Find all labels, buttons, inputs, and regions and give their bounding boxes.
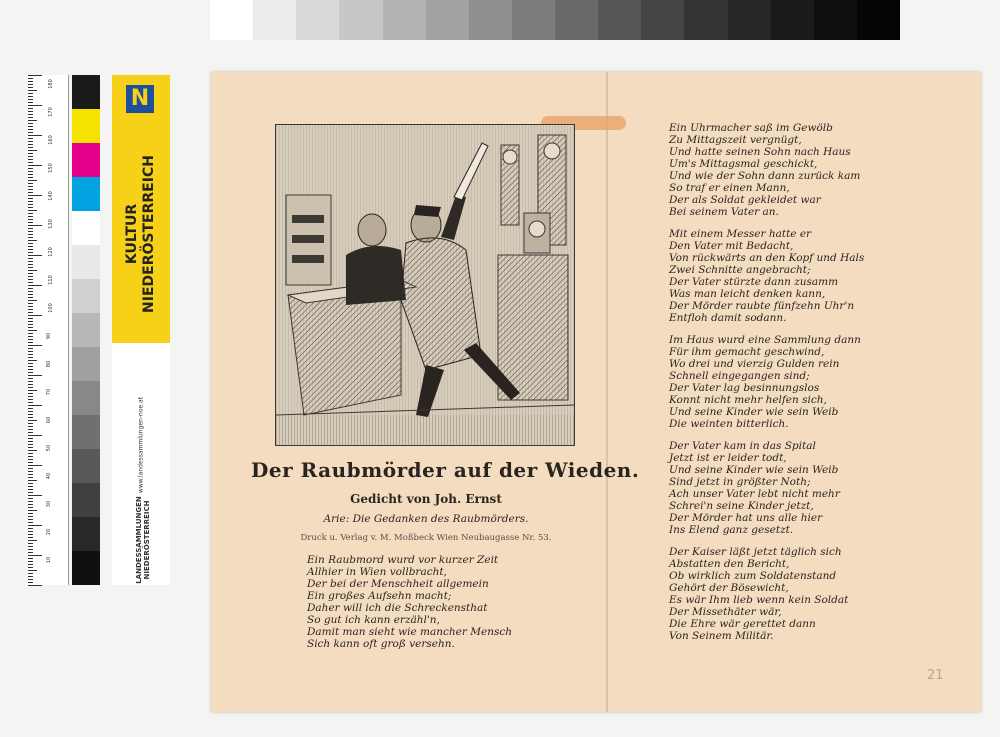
ruler-tick — [28, 534, 33, 535]
verse-line: Im Haus wurd eine Sammlung dann — [669, 334, 861, 346]
ruler-tick — [28, 471, 33, 472]
ruler-tick — [28, 408, 33, 409]
verse-line: Sind jetzt in größter Noth; — [669, 476, 811, 488]
broadside-title: Der Raubmörder auf der Wieden. — [251, 458, 640, 482]
ruler-number: 60 — [46, 416, 53, 424]
ruler-tick — [28, 345, 42, 346]
ruler-tick — [28, 210, 37, 211]
ruler-tick — [28, 306, 33, 307]
verse-stanza — [307, 554, 512, 650]
ruler-tick — [28, 159, 33, 160]
ruler-tick — [28, 516, 33, 517]
ruler-tick — [28, 75, 42, 76]
ruler-tick — [28, 387, 33, 388]
color-patch — [72, 347, 100, 381]
ruler-tick — [28, 132, 33, 133]
verse-line: Was man leicht denken kann, — [669, 288, 826, 300]
color-patch — [72, 211, 100, 245]
ruler-tick — [28, 219, 33, 220]
verse-line: Und seine Kinder wie sein Weib — [669, 464, 839, 476]
verse-line: Konnt nicht mehr helfen sich, — [669, 394, 827, 406]
ruler-tick — [28, 369, 33, 370]
ruler-tick — [28, 201, 33, 202]
ruler-tick — [28, 300, 37, 301]
verse-line: Ein Uhrmacher saß im Gewölb — [669, 122, 833, 134]
verse-line: Und hatte seinen Sohn nach Haus — [669, 146, 851, 158]
verse-line: Der Missethäter wär, — [669, 606, 782, 618]
ruler-number: 90 — [46, 332, 53, 340]
printer-line: Druck u. Verlag v. M. Moßbeck Wien Neubaugasse Nr. 53. — [300, 533, 552, 543]
collection-name-line1: LANDESSAMMLUNGEN — [135, 496, 143, 584]
ruler-tick — [28, 456, 33, 457]
verse-line: Von Seinem Militär. — [669, 630, 774, 642]
ruler-tick — [28, 420, 37, 421]
ruler-tick — [28, 363, 33, 364]
ruler-tick — [28, 315, 42, 316]
ruler-tick — [28, 222, 33, 223]
ruler-tick — [28, 231, 33, 232]
verse-line: Sich kann oft groß versehn. — [307, 638, 455, 650]
ruler-tick — [28, 126, 33, 127]
ruler-tick — [28, 528, 33, 529]
grayscale-step — [771, 0, 814, 40]
ruler-tick — [28, 114, 33, 115]
ruler-tick — [28, 579, 33, 580]
grayscale-step — [383, 0, 426, 40]
ruler-tick — [28, 348, 33, 349]
verse-line: Gehört der Bösewicht, — [669, 582, 789, 594]
ruler-number: 180 — [47, 79, 54, 89]
ruler-tick — [28, 342, 33, 343]
ruler-tick — [28, 435, 42, 436]
verse-stanza — [669, 546, 848, 642]
ruler-tick — [28, 585, 42, 586]
ruler-tick — [28, 180, 37, 181]
ruler-tick — [28, 417, 33, 418]
ruler-tick — [28, 168, 33, 169]
ruler-tick — [28, 519, 33, 520]
color-patch — [72, 109, 100, 143]
ruler-tick — [28, 360, 37, 361]
ruler-tick — [28, 444, 33, 445]
ruler-tick — [28, 279, 33, 280]
ruler-number: 10 — [46, 556, 53, 564]
ruler-tick — [28, 165, 42, 166]
color-calibration-patches — [72, 75, 100, 585]
verse-line: Wo drei und vierzig Gulden rein — [669, 358, 840, 370]
ruler-tick — [28, 243, 33, 244]
brand-title-line2: NIEDERÖSTERREICH — [141, 155, 157, 313]
ruler-tick — [28, 195, 42, 196]
verse-line: Der Mörder raubte fünfzehn Uhr'n — [669, 300, 855, 312]
ruler-tick — [28, 270, 37, 271]
ruler-tick — [28, 99, 33, 100]
ruler-tick — [28, 561, 33, 562]
verse-line: Mit einem Messer hatte er — [669, 228, 812, 240]
ruler-tick — [28, 402, 33, 403]
ruler-tick — [28, 207, 33, 208]
ruler-tick — [28, 225, 42, 226]
ruler-tick — [28, 129, 33, 130]
verse-line: Ob wirklich zum Soldatenstand — [669, 570, 837, 582]
ruler-tick — [28, 405, 42, 406]
ruler-tick — [28, 564, 33, 565]
color-patch — [72, 75, 100, 109]
ruler-tick — [28, 507, 33, 508]
ruler-tick — [28, 537, 33, 538]
verse-line: Es wär Ihm lieb wenn kein Soldat — [669, 594, 849, 606]
ruler-tick — [28, 282, 33, 283]
ruler-tick — [28, 459, 33, 460]
melody-line: Arie: Die Gedanken des Raubmörders. — [323, 513, 529, 525]
ruler-tick — [28, 384, 33, 385]
verse-line: Zu Mittagszeit vergnügt, — [669, 134, 802, 146]
ruler-tick — [28, 87, 33, 88]
verse-line: Um's Mittagsmal geschickt, — [669, 158, 818, 170]
woodcut-illustration — [275, 124, 575, 446]
ruler-tick — [28, 309, 33, 310]
ruler-tick — [28, 513, 33, 514]
color-patch — [72, 449, 100, 483]
ruler-tick — [28, 462, 33, 463]
verse-line: Der Mörder hat uns alle hier — [669, 512, 823, 524]
ruler-number: 70 — [46, 388, 53, 396]
measurement-ruler — [28, 75, 69, 585]
ruler-tick — [28, 555, 42, 556]
brand-panel — [112, 75, 170, 343]
ruler-tick — [28, 123, 33, 124]
verse-line: Entfloh damit sodann. — [669, 312, 787, 324]
ruler-tick — [28, 450, 37, 451]
ruler-tick — [28, 204, 33, 205]
verse-line: Ach unser Vater lebt nicht mehr — [669, 488, 840, 500]
verse-line: Der Vater stürzte dann zusamm — [669, 276, 839, 288]
ruler-tick — [28, 177, 33, 178]
ruler-tick — [28, 399, 33, 400]
ruler-tick — [28, 582, 33, 583]
ruler-tick — [28, 294, 33, 295]
ruler-tick — [28, 93, 33, 94]
ruler-tick — [28, 570, 37, 571]
ruler-tick — [28, 447, 33, 448]
verse-line: Ein großes Aufsehn macht; — [307, 590, 452, 602]
ruler-tick — [28, 438, 33, 439]
ruler-tick — [28, 501, 33, 502]
ruler-tick — [28, 327, 33, 328]
verse-line: Die Ehre wär gerettet dann — [669, 618, 816, 630]
verse-line: Die weinten bitterlich. — [669, 418, 789, 430]
grayscale-step — [296, 0, 339, 40]
verse-line: Der Vater lag besinnungslos — [669, 382, 820, 394]
verse-stanza — [669, 334, 861, 430]
ruler-tick — [28, 357, 33, 358]
ruler-tick — [28, 96, 33, 97]
pencil-note: 21 — [927, 668, 944, 683]
ruler-tick — [28, 522, 33, 523]
ruler-tick — [28, 483, 33, 484]
ruler-tick — [28, 192, 33, 193]
color-patch — [72, 381, 100, 415]
ruler-number: 120 — [47, 247, 54, 257]
ruler-tick — [28, 375, 42, 376]
verse-line: Schnell eingegangen sind; — [669, 370, 810, 382]
ruler-tick — [28, 486, 33, 487]
verse-line: Von rückwärts an den Kopf und Hals — [669, 252, 865, 264]
ruler-tick — [28, 90, 37, 91]
broadside-sheet — [211, 72, 981, 712]
verse-line: Schrei'n seine Kinder jetzt, — [669, 500, 814, 512]
verse-line: Für ihm gemacht geschwind, — [669, 346, 825, 358]
verse-stanza — [669, 440, 840, 536]
ruler-tick — [28, 228, 33, 229]
ruler-tick — [28, 531, 33, 532]
ruler-tick — [28, 258, 33, 259]
ruler-number: 20 — [46, 528, 53, 536]
ruler-tick — [28, 372, 33, 373]
verse-line: So traf er einen Mann, — [669, 182, 790, 194]
ruler-tick — [28, 183, 33, 184]
ruler-tick — [28, 552, 33, 553]
color-patch — [72, 517, 100, 551]
verse-line: Abstatten den Bericht, — [669, 558, 790, 570]
ruler-number: 130 — [47, 219, 54, 229]
ruler-tick — [28, 303, 33, 304]
ruler-tick — [28, 252, 33, 253]
ruler-tick — [28, 321, 33, 322]
ruler-tick — [28, 144, 33, 145]
ruler-tick — [28, 429, 33, 430]
ruler-tick — [28, 525, 42, 526]
grayscale-step — [598, 0, 641, 40]
ruler-tick — [28, 414, 33, 415]
ruler-tick — [28, 510, 37, 511]
verse-stanza — [669, 228, 864, 324]
center-fold — [606, 72, 608, 712]
brand-title-line1: KULTUR — [124, 203, 140, 265]
ruler-tick — [28, 198, 33, 199]
ruler-tick — [28, 267, 33, 268]
ruler-tick — [28, 189, 33, 190]
ruler-tick — [28, 138, 33, 139]
ruler-tick — [28, 492, 33, 493]
ruler-tick — [28, 354, 33, 355]
ruler-tick — [28, 468, 33, 469]
ruler-tick — [28, 285, 42, 286]
ruler-tick — [28, 213, 33, 214]
ruler-tick — [28, 351, 33, 352]
color-patch — [72, 245, 100, 279]
ruler-number: 170 — [47, 107, 54, 117]
verse-line: Bei seinem Vater an. — [669, 206, 779, 218]
ruler-tick — [28, 111, 33, 112]
ruler-tick — [28, 498, 33, 499]
noe-logo-icon: N — [126, 85, 154, 113]
ruler-tick — [28, 324, 33, 325]
ruler-tick — [28, 489, 33, 490]
grayscale-step — [728, 0, 771, 40]
ruler-tick — [28, 135, 42, 136]
verse-line: Damit man sieht wie mancher Mensch — [307, 626, 512, 638]
grayscale-step — [857, 0, 900, 40]
ruler-tick — [28, 339, 33, 340]
ruler-tick — [28, 186, 33, 187]
ruler-tick — [28, 423, 33, 424]
woodcut-scene-image — [276, 125, 574, 445]
ruler-number: 80 — [46, 360, 53, 368]
ruler-tick — [28, 240, 37, 241]
ruler-tick — [28, 78, 33, 79]
ruler-tick — [28, 234, 33, 235]
grayscale-step — [512, 0, 555, 40]
ruler-tick — [28, 549, 33, 550]
ruler-tick — [28, 255, 42, 256]
verse-line: Daher will ich die Schreckensthat — [307, 602, 488, 614]
verse-line: Den Vater mit Bedacht, — [669, 240, 794, 252]
collection-name-line2: NIEDERÖSTERREICH — [143, 500, 151, 580]
ruler-tick — [28, 171, 33, 172]
ruler-tick — [28, 102, 33, 103]
ruler-tick — [28, 426, 33, 427]
ruler-tick — [28, 147, 33, 148]
ruler-number: 110 — [47, 275, 54, 285]
ruler-tick — [28, 390, 37, 391]
ruler-tick — [28, 288, 33, 289]
ruler-tick — [28, 162, 33, 163]
ruler-tick — [28, 378, 33, 379]
ruler-tick — [28, 291, 33, 292]
ruler-tick — [28, 540, 37, 541]
ruler-tick — [28, 381, 33, 382]
ruler-number: 100 — [47, 303, 54, 313]
grayscale-calibration-bar — [210, 0, 900, 40]
ruler-tick — [28, 453, 33, 454]
color-patch — [72, 313, 100, 347]
ruler-tick — [28, 465, 42, 466]
author-line: Gedicht von Joh. Ernst — [350, 492, 502, 506]
ruler-tick — [28, 543, 33, 544]
ruler-tick — [28, 318, 33, 319]
grayscale-step — [469, 0, 512, 40]
brand-url: www.landessammlungen-noe.at — [137, 396, 145, 494]
ruler-tick — [28, 333, 33, 334]
ruler-tick — [28, 273, 33, 274]
ruler-number: 150 — [47, 163, 54, 173]
verse-line: Der Vater kam in das Spital — [669, 440, 816, 452]
ruler-tick — [28, 150, 37, 151]
ruler-tick — [28, 432, 33, 433]
verse-line: Der Kaiser läßt jetzt täglich sich — [669, 546, 842, 558]
color-patch — [72, 177, 100, 211]
color-patch — [72, 279, 100, 313]
ruler-tick — [28, 276, 33, 277]
ruler-tick — [28, 441, 33, 442]
ruler-tick — [28, 297, 33, 298]
ruler-tick — [28, 249, 33, 250]
ruler-tick — [28, 576, 33, 577]
ruler-tick — [28, 246, 33, 247]
grayscale-step — [641, 0, 684, 40]
verse-line: Ein Raubmord wurd vor kurzer Zeit — [307, 554, 499, 566]
color-patch — [72, 143, 100, 177]
ruler-tick — [28, 504, 33, 505]
ruler-tick — [28, 117, 33, 118]
ruler-tick — [28, 567, 33, 568]
verse-line: Und seine Kinder wie sein Weib — [669, 406, 839, 418]
grayscale-step — [210, 0, 253, 40]
ruler-tick — [28, 558, 33, 559]
ruler-tick — [28, 474, 33, 475]
ruler-tick — [28, 261, 33, 262]
collection-label-card — [112, 75, 170, 585]
grayscale-step — [684, 0, 727, 40]
grayscale-step — [253, 0, 296, 40]
ruler-number: 160 — [47, 135, 54, 145]
ruler-tick — [28, 336, 33, 337]
grayscale-step — [426, 0, 469, 40]
verse-line: Ins Elend ganz gesetzt. — [669, 524, 794, 536]
ruler-tick — [28, 330, 37, 331]
verse-line: Und wie der Sohn dann zurück kam — [669, 170, 861, 182]
color-patch — [72, 415, 100, 449]
verse-line: So gut ich kann erzähl'n, — [307, 614, 440, 626]
grayscale-step — [555, 0, 598, 40]
ruler-tick — [28, 156, 33, 157]
ruler-tick — [28, 264, 33, 265]
ruler-tick — [28, 141, 33, 142]
verse-line: Allhier in Wien vollbracht, — [307, 566, 447, 578]
verse-line: Der bei der Menschheit allgemein — [307, 578, 489, 590]
color-patch — [72, 551, 100, 585]
ruler-number: 50 — [46, 444, 53, 452]
ruler-tick — [28, 216, 33, 217]
ruler-tick — [28, 312, 33, 313]
ruler-tick — [28, 84, 33, 85]
ruler-tick — [28, 393, 33, 394]
ruler-tick — [28, 174, 33, 175]
grayscale-step — [814, 0, 857, 40]
ruler-tick — [28, 411, 33, 412]
ruler-tick — [28, 546, 33, 547]
ruler-number: 140 — [47, 191, 54, 201]
verse-line: Der als Soldat gekleidet war — [669, 194, 821, 206]
ruler-tick — [28, 366, 33, 367]
ruler-tick — [28, 477, 33, 478]
grayscale-step — [339, 0, 382, 40]
ruler-tick — [28, 396, 33, 397]
verse-stanza — [669, 122, 860, 218]
ruler-tick — [28, 480, 37, 481]
ruler-tick — [28, 120, 37, 121]
verse-line: Zwei Schnitte angebracht; — [669, 264, 811, 276]
ruler-tick — [28, 495, 42, 496]
verse-line: Jetzt ist er leider todt, — [669, 452, 787, 464]
ruler-tick — [28, 105, 42, 106]
ruler-number: 30 — [46, 500, 53, 508]
ruler-tick — [28, 153, 33, 154]
ruler-tick — [28, 573, 33, 574]
ruler-number: 40 — [46, 472, 53, 480]
ruler-tick — [28, 237, 33, 238]
color-patch — [72, 483, 100, 517]
ruler-tick — [28, 81, 33, 82]
ruler-tick — [28, 108, 33, 109]
